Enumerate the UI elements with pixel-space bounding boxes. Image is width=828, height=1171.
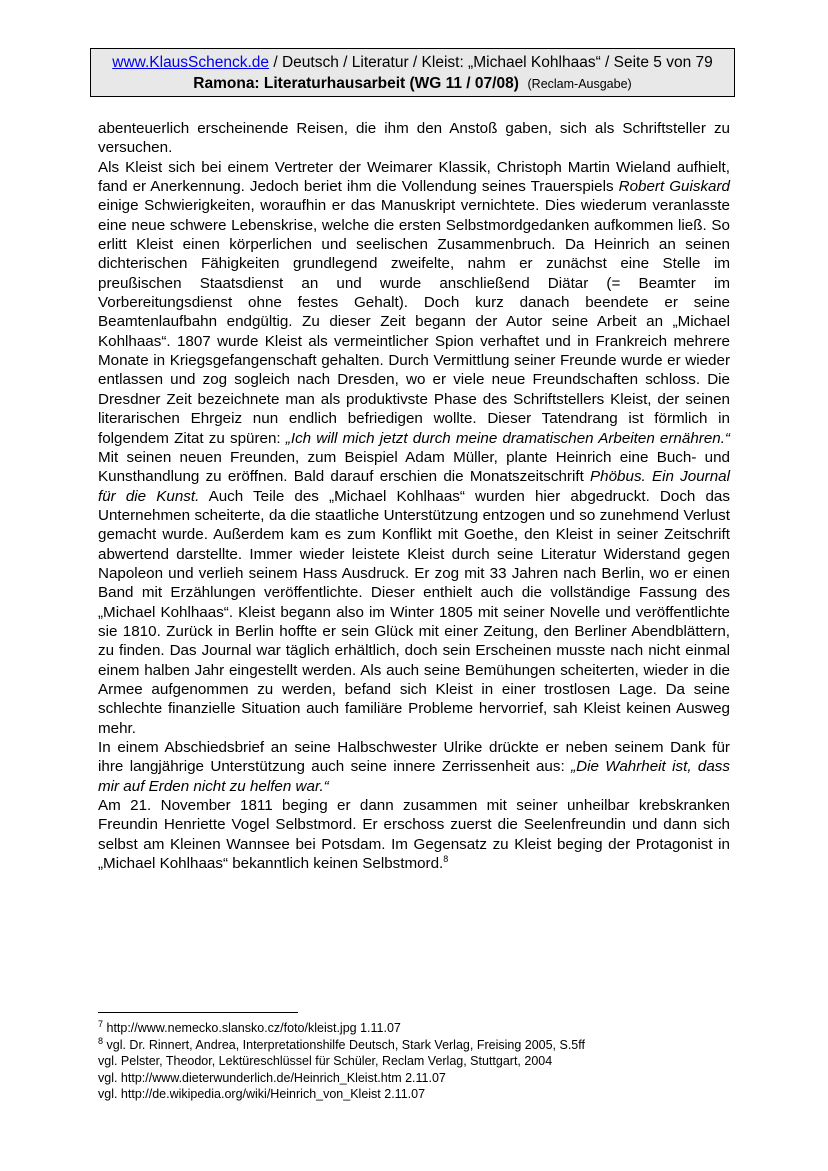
footnote-7-text: http://www.nemecko.slansko.cz/foto/kleist.jpg 1.11.07	[103, 1021, 401, 1035]
footnote-line-3: vgl. Pelster, Theodor, Lektüreschlüssel für Schüler, Reclam Verlag, Stuttgart, 2004	[98, 1054, 553, 1069]
paragraph-3	[98, 738, 730, 796]
work-title-robert-guiskard: Robert Guiskard	[618, 178, 730, 196]
footnote-ref-8: 8	[443, 854, 449, 864]
footnotes	[98, 1020, 730, 1103]
footnote-7-number: 7	[98, 1018, 104, 1029]
footnote-separator	[98, 1012, 298, 1013]
header-line-2	[91, 73, 734, 95]
p2-text-d: Auch Teile des „Michael Kohlhaas“ wurden hier abgedruckt. Doch das Unternehmen scheiterte, da die staatliche Unterstützung entzogen und so zunehmend Verlust gemacht wurde. Außerdem kam es zum Konflikt mit Goethe, den Kleist in seiner Zeitschrift abwertend darstellte. Immer wieder leistete Kleist durch seine Literatur Widerstand gegen Napoleon und verlieh seinem Hass Ausdruck. Er zog mit 33 Jahren nach Berlin, wo er einen Band mit Erzählungen veröffentlichte. Dieser enthielt auch die vollständige Fassung des „Michael Kohlhaas“. Kleist begann also im Winter 1805 mit seiner Novelle und veröffentlichte sie 1810. Zurück in Berlin hoffte er sein Glück mit einer Zeitung, den Berliner Abendblättern, zu finden. Das Journal war täglich erhältlich, doch sein Erscheinen musste nach nicht einmal einem halben Jahr eingestellt werden. Als auch seine Bemühungen scheiterten, wieder in die Armee aufgenommen zu werden, befand sich Kleist in einer trostlosen Lage. Da seine schlechte finanzielle Situation auch familiäre Probleme hervorrief, sah Kleist keinen Ausweg mehr.	[98, 487, 730, 737]
header-title: Ramona: Literaturhausarbeit (WG 11 / 07/08)	[193, 75, 519, 92]
header-line-1	[91, 52, 734, 73]
paragraph-4	[98, 796, 730, 873]
quote-kleist-1: „Ich will mich jetzt durch meine dramatischen Arbeiten ernähren.“	[285, 429, 730, 447]
footnote-8-number: 8	[98, 1035, 104, 1046]
footnote-line-5: vgl. http://de.wikipedia.org/wiki/Heinrich_von_Kleist 2.11.07	[98, 1087, 426, 1102]
body-text	[98, 119, 730, 873]
journal-title-phoebus: Phöbus. Ein Journal für die Kunst.	[98, 468, 730, 505]
quote-kleist-2: „Die Wahrheit ist, dass mir auf Erden nicht zu helfen war.“	[98, 758, 730, 795]
page-header	[90, 48, 735, 97]
p2-text-a: Als Kleist sich bei einem Vertreter der Weimarer Klassik, Christoph Martin Wieland aufhielt, fand er Anerkennung. Jedoch beriet ihm die Vollendung seines Trauerspiels	[98, 158, 730, 196]
p4-text: Am 21. November 1811 beging er dann zusammen mit seiner unheilbar krebskranken Freundin Henriette Vogel Selbstmord. Er erschoss zuerst die Seelenfreundin und dann sich selbst am Kleinen Wannsee bei Potsdam. Im Gegensatz zu Kleist beging der Protagonist in „Michael Kohlhaas“ bekanntlich keinen Selbstmord.	[98, 797, 730, 873]
footnote-8-text: vgl. Dr. Rinnert, Andrea, Interpretationshilfe Deutsch, Stark Verlag, Freising 2005, S.5ff	[103, 1037, 585, 1052]
footnote-8	[98, 1037, 730, 1054]
footnote-line-4: vgl. http://www.dieterwunderlich.de/Heinrich_Kleist.htm 2.11.07	[98, 1070, 446, 1085]
p3-text: In einem Abschiedsbrief an seine Halbschwester Ulrike drückte er neben seinem Dank für ihre langjährige Unterstützung auch seine innere Zerrissenheit aus:	[98, 739, 730, 776]
header-path: / Deutsch / Literatur / Kleist: „Michael Kohlhaas“ / Seite 5 von 79	[269, 54, 713, 71]
paragraph-2	[98, 158, 730, 738]
p2-text-b: einige Schwierigkeiten, woraufhin er das Manuskript vernichtete. Dies wiederum veranlasste eine neue schwere Lebenskrise, welche die ersten Selbstmordgedanken aufkommen ließ. So erlitt Kleist einen körperlichen und seelischen Zusammenbruch. Da Heinrich an seinen dichterischen Fähigkeiten grundlegend zweifelte, nahm er zunächst eine Stelle im preußischen Staatsdienst an und wurde anschließend Diätar (= Beamter im Vorbereitungsdienst ohne festes Gehalt). Doch kurz danach beendete er seine Beamtenlaufbahn endgültig. Zu dieser Zeit begann der Autor seine Arbeit an „Michael Kohlhaas“. 1807 wurde Kleist als vermeintlicher Spion verhaftet und in Frankreich mehrere Monate in Kriegsgefangenschaft gehalten. Durch Vermittlung seiner Freunde wurde er wieder entlassen und zog sogleich nach Dresden, wo er viele neue Freundschaften schloss. Die Dresdner Zeit bezeichnete man als produktivste Phase des Schriftstellers Kleist, der seinen literarischen Ehrgeiz nun endlich befriedigen wollte. Dieser Tatendrang ist förmlich in folgendem Zitat zu spüren:	[98, 197, 730, 447]
paragraph-1: abenteuerlich erscheinende Reisen, die ihm den Anstoß gaben, sich als Schriftsteller zu versuchen.	[98, 120, 730, 157]
p2-text-c: Mit seinen neuen Freunden, zum Beispiel Adam Müller, plante Heinrich eine Buch- und Kunsthandlung zu eröffnen. Bald darauf erschien die Monatszeitschrift	[98, 448, 730, 486]
site-link[interactable]: www.KlausSchenck.de	[112, 54, 270, 71]
footnote-7	[98, 1020, 730, 1037]
header-edition: (Reclam-Ausgabe)	[527, 77, 632, 91]
